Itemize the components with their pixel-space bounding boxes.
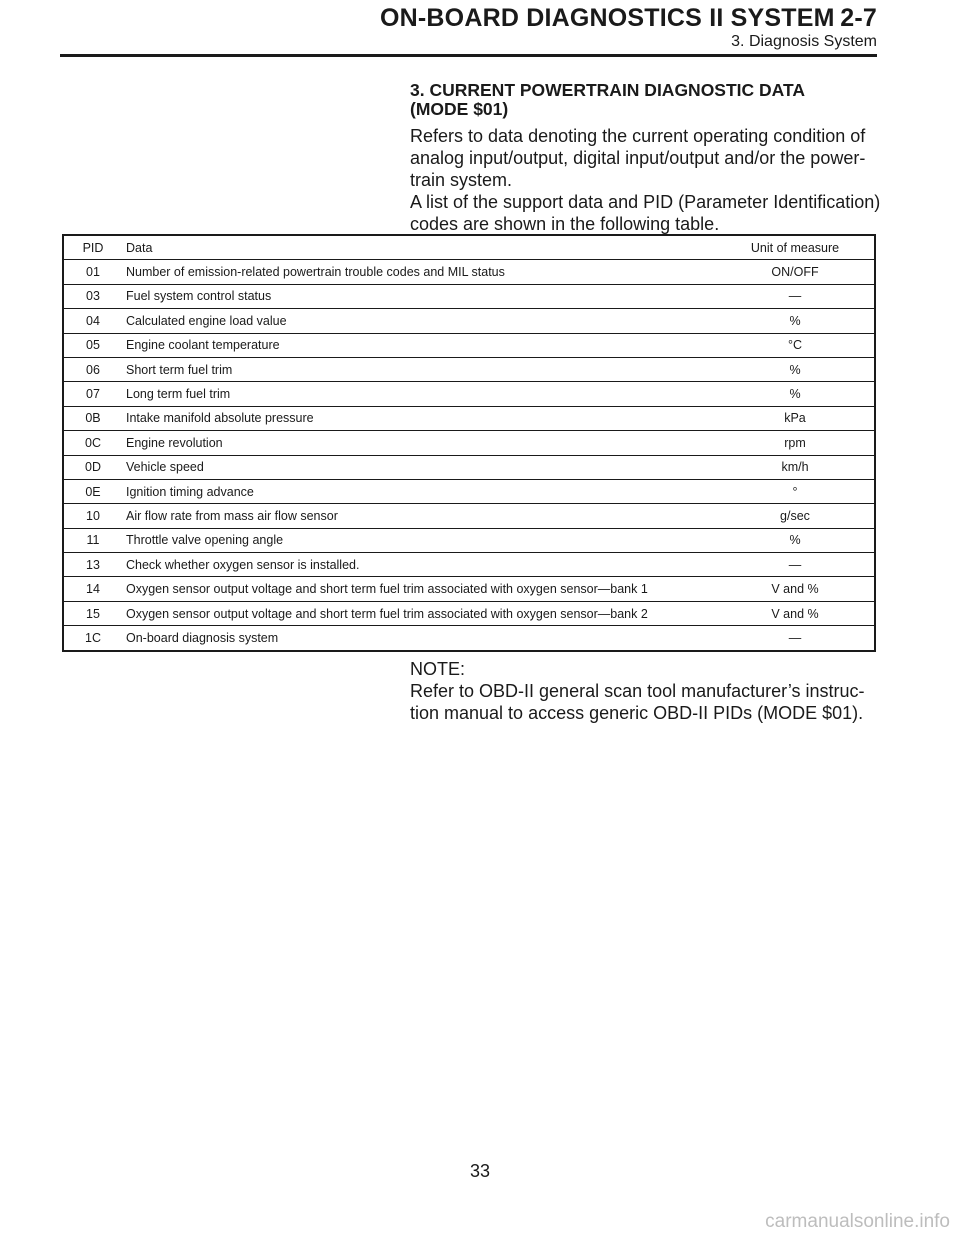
intro-paragraph — [410, 125, 880, 235]
table-row — [63, 455, 875, 479]
pid-cell: 14 — [63, 577, 122, 601]
unit-cell: V and % — [716, 601, 875, 625]
page-header-subtitle: 3. Diagnosis System — [731, 33, 877, 50]
table-row — [63, 479, 875, 503]
data-cell: Oxygen sensor output voltage and short term fuel trim associated with oxygen sensor—bank 1 — [122, 577, 716, 601]
table-row — [63, 284, 875, 308]
pid-cell: 01 — [63, 260, 122, 284]
pid-table — [62, 234, 876, 652]
data-cell: Short term fuel trim — [122, 357, 716, 381]
unit-cell: % — [716, 357, 875, 381]
pid-cell: 15 — [63, 601, 122, 625]
intro-line: Refers to data denoting the current operating condition of — [410, 126, 866, 146]
pid-cell: 0C — [63, 431, 122, 455]
data-cell: Throttle valve opening angle — [122, 528, 716, 552]
unit-cell: % — [716, 528, 875, 552]
section-heading-line: (MODE $01) — [410, 99, 509, 119]
unit-cell: — — [716, 626, 875, 651]
header-pid: PID — [63, 235, 122, 260]
table-row — [63, 553, 875, 577]
unit-cell: kPa — [716, 406, 875, 430]
pid-cell: 0D — [63, 455, 122, 479]
note-line: Refer to OBD-II general scan tool manufacturer’s instruc- — [410, 681, 865, 701]
table-row — [63, 577, 875, 601]
data-cell: On-board diagnosis system — [122, 626, 716, 651]
unit-cell: rpm — [716, 431, 875, 455]
page-number: 33 — [469, 1161, 491, 1181]
section-heading-line: 3. CURRENT POWERTRAIN DIAGNOSTIC DATA — [410, 80, 806, 100]
unit-cell: °C — [716, 333, 875, 357]
intro-line: train system. — [410, 170, 513, 190]
table-row — [63, 309, 875, 333]
unit-cell: g/sec — [716, 504, 875, 528]
pid-cell: 11 — [63, 528, 122, 552]
note-line: tion manual to access generic OBD-II PIDs (MODE $01). — [410, 703, 864, 723]
table-row — [63, 333, 875, 357]
header-unit: Unit of measure — [716, 235, 875, 260]
table-row — [63, 626, 875, 651]
data-cell: Air flow rate from mass air flow sensor — [122, 504, 716, 528]
table-header-row — [63, 235, 875, 260]
unit-cell: ON/OFF — [716, 260, 875, 284]
unit-cell: V and % — [716, 577, 875, 601]
data-cell: Engine coolant temperature — [122, 333, 716, 357]
data-cell: Vehicle speed — [122, 455, 716, 479]
page-header-title — [380, 4, 877, 33]
data-cell: Long term fuel trim — [122, 382, 716, 406]
table-row — [63, 504, 875, 528]
unit-cell: ° — [716, 479, 875, 503]
section-heading — [410, 81, 880, 119]
table-row — [63, 406, 875, 430]
data-cell: Check whether oxygen sensor is installed. — [122, 553, 716, 577]
header-data: Data — [122, 235, 716, 260]
intro-line: A list of the support data and PID (Parameter Identification) — [410, 192, 881, 212]
intro-line: analog input/output, digital input/output and/or the power- — [410, 148, 866, 168]
data-cell: Calculated engine load value — [122, 309, 716, 333]
pid-cell: 0B — [63, 406, 122, 430]
unit-cell: — — [716, 284, 875, 308]
intro-line: codes are shown in the following table. — [410, 214, 720, 234]
unit-cell: % — [716, 382, 875, 406]
table-row — [63, 260, 875, 284]
table-row — [63, 601, 875, 625]
pid-cell: 03 — [63, 284, 122, 308]
note-block — [410, 658, 880, 724]
table-row — [63, 357, 875, 381]
pid-cell: 1C — [63, 626, 122, 651]
table-row — [63, 528, 875, 552]
data-cell: Engine revolution — [122, 431, 716, 455]
section-code: 2-7 — [840, 4, 877, 32]
table-row — [63, 431, 875, 455]
unit-cell: — — [716, 553, 875, 577]
data-cell: Intake manifold absolute pressure — [122, 406, 716, 430]
pid-cell: 07 — [63, 382, 122, 406]
pid-table-body — [63, 260, 875, 651]
chapter-title: ON-BOARD DIAGNOSTICS II SYSTEM — [380, 4, 835, 32]
pid-cell: 10 — [63, 504, 122, 528]
pid-cell: 05 — [63, 333, 122, 357]
pid-cell: 06 — [63, 357, 122, 381]
pid-cell: 04 — [63, 309, 122, 333]
data-cell: Fuel system control status — [122, 284, 716, 308]
data-cell: Oxygen sensor output voltage and short term fuel trim associated with oxygen sensor—bank 2 — [122, 601, 716, 625]
pid-cell: 13 — [63, 553, 122, 577]
unit-cell: % — [716, 309, 875, 333]
header-divider — [60, 54, 877, 57]
table-row — [63, 382, 875, 406]
data-cell: Ignition timing advance — [122, 479, 716, 503]
data-cell: Number of emission-related powertrain trouble codes and MIL status — [122, 260, 716, 284]
unit-cell: km/h — [716, 455, 875, 479]
note-label: NOTE: — [410, 659, 466, 679]
pid-cell: 0E — [63, 479, 122, 503]
watermark: carmanualsonline.info — [765, 1211, 950, 1232]
